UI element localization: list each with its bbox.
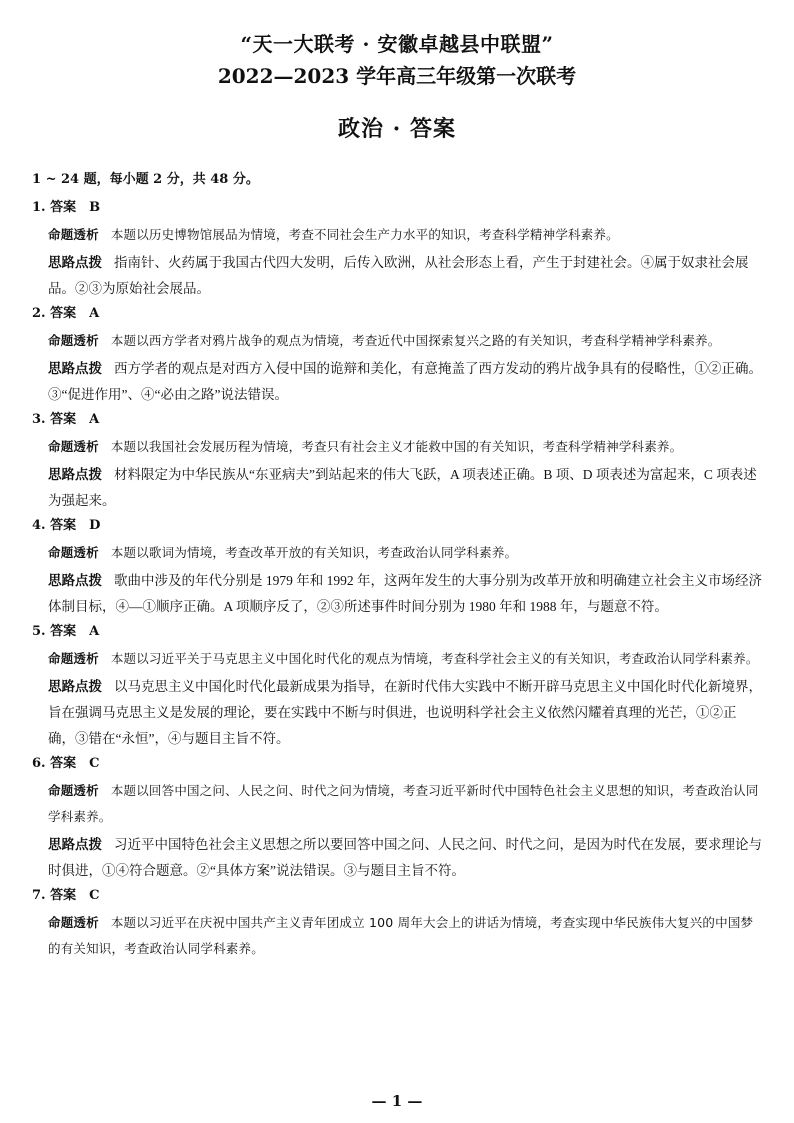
- tip-text: 歌曲中涉及的年代分别是 1979 年和 1992 年，这两年发生的大事分别为改革开放和明确建立社会主义市场经济体制目标，④—①顺序正确。A 项顺序反了，②③所述事件时间分别为 1980 年和 1988 年，与题意不符。: [48, 573, 762, 614]
- tip-label: 思路点拨: [48, 467, 102, 482]
- page-number: — 1 —: [371, 1092, 423, 1110]
- tip-label: 思路点拨: [48, 573, 102, 588]
- exam-year-title: 2022—2023 学年高三年级第一次联考: [217, 64, 577, 88]
- analysis-row: [48, 540, 762, 566]
- question-block: [32, 198, 762, 302]
- question-answer-heading: 5. 答案 A: [32, 624, 100, 639]
- tip-text: 习近平中国特色社会主义思想之所以要回答中国之问、人民之问、时代之问，是因为时代在发展，要求理论与时俱进，①④符合题意。②“具体方案”说法错误。③与题目主旨不符。: [48, 837, 762, 878]
- tip-row: [48, 356, 762, 408]
- analysis-row: [48, 910, 762, 962]
- question-block: [32, 410, 762, 514]
- tip-row: [48, 462, 762, 514]
- analysis-text: 本题以歌词为情境，考查改革开放的有关知识，考查政治认同学科素养。: [110, 545, 518, 560]
- tip-label: 思路点拨: [48, 679, 102, 694]
- analysis-label: 命题透析: [48, 545, 99, 560]
- question-answer-heading: 7. 答案 C: [32, 888, 100, 903]
- exam-alliance-title: “天一大联考 · 安徽卓越县中联盟”: [240, 32, 554, 56]
- analysis-text: 本题以我国社会发展历程为情境，考查只有社会主义才能救中国的有关知识，考查科学精神学科素养。: [110, 439, 683, 454]
- question-answer-heading: 2. 答案 A: [32, 306, 100, 321]
- analysis-text: 本题以习近平关于马克思主义中国化时代化的观点为情境，考查科学社会主义的有关知识，考查政治认同学科素养。: [110, 651, 759, 666]
- tip-row: [48, 568, 762, 620]
- analysis-row: [48, 646, 762, 672]
- tip-text: 材料限定为中华民族从“东亚病夫”到站起来的伟大飞跃，A 项表述正确。B 项、D 项表述为富起来，C 项表述为强起来。: [48, 467, 757, 508]
- tip-label: 思路点拨: [48, 837, 102, 852]
- analysis-label: 命题透析: [48, 651, 99, 666]
- analysis-row: [48, 222, 762, 248]
- question-answer-heading: 6. 答案 C: [32, 756, 100, 771]
- question-block: [32, 304, 762, 408]
- question-block: [32, 886, 762, 962]
- tip-text: 以马克思主义中国化时代化最新成果为指导，在新时代伟大实践中不断开辟马克思主义中国化时代化新境界，旨在强调马克思主义是发展的理论，要在实践中不断与时俱进，也说明科学社会主义依然闪耀着真理的光芒，①②正确，③错在“永恒”，④与题目主旨不符。: [48, 679, 762, 746]
- analysis-row: [48, 328, 762, 354]
- analysis-text: 本题以西方学者对鸦片战争的观点为情境，考查近代中国探索复兴之路的有关知识，考查科学精神学科素养。: [110, 333, 721, 348]
- subject-title: 政治 · 答案: [338, 116, 456, 142]
- analysis-label: 命题透析: [48, 333, 99, 348]
- question-answer-heading: 4. 答案 D: [32, 518, 101, 533]
- tip-text: 西方学者的观点是对西方入侵中国的诡辩和美化，有意掩盖了西方发动的鸦片战争具有的侵略性，①②正确。③“促进作用”、④“必由之路”说法错误。: [48, 361, 762, 402]
- question-answer-heading: 1. 答案 B: [32, 200, 101, 215]
- question-block: [32, 516, 762, 620]
- analysis-label: 命题透析: [48, 783, 99, 798]
- analysis-row: [48, 778, 762, 830]
- analysis-text: 本题以回答中国之问、人民之问、时代之问为情境，考查习近平新时代中国特色社会主义思想的知识，考查政治认同学科素养。: [48, 783, 759, 824]
- tip-label: 思路点拨: [48, 361, 102, 376]
- analysis-label: 命题透析: [48, 227, 99, 242]
- analysis-text: 本题以习近平在庆祝中国共产主义青年团成立 100 周年大会上的讲话为情境，考查实现中华民族伟大复兴的中国梦的有关知识，考查政治认同学科素养。: [48, 915, 754, 956]
- question-answer-heading: 3. 答案 A: [32, 412, 100, 427]
- answers-content: [32, 170, 762, 964]
- tip-label: 思路点拨: [48, 255, 102, 270]
- question-list: [32, 198, 762, 962]
- tip-row: [48, 832, 762, 884]
- scoring-intro: 1 ~ 24 题，每小题 2 分，共 48 分。: [32, 172, 259, 187]
- analysis-label: 命题透析: [48, 915, 99, 930]
- analysis-row: [48, 434, 762, 460]
- tip-text: 指南针、火药属于我国古代四大发明，后传入欧洲，从社会形态上看，产生于封建社会。④属于奴隶社会展品。②③为原始社会展品。: [48, 255, 749, 296]
- question-block: [32, 754, 762, 884]
- question-block: [32, 622, 762, 752]
- analysis-label: 命题透析: [48, 439, 99, 454]
- tip-row: [48, 674, 762, 752]
- analysis-text: 本题以历史博物馆展品为情境，考查不同社会生产力水平的知识，考查科学精神学科素养。: [110, 227, 619, 242]
- tip-row: [48, 250, 762, 302]
